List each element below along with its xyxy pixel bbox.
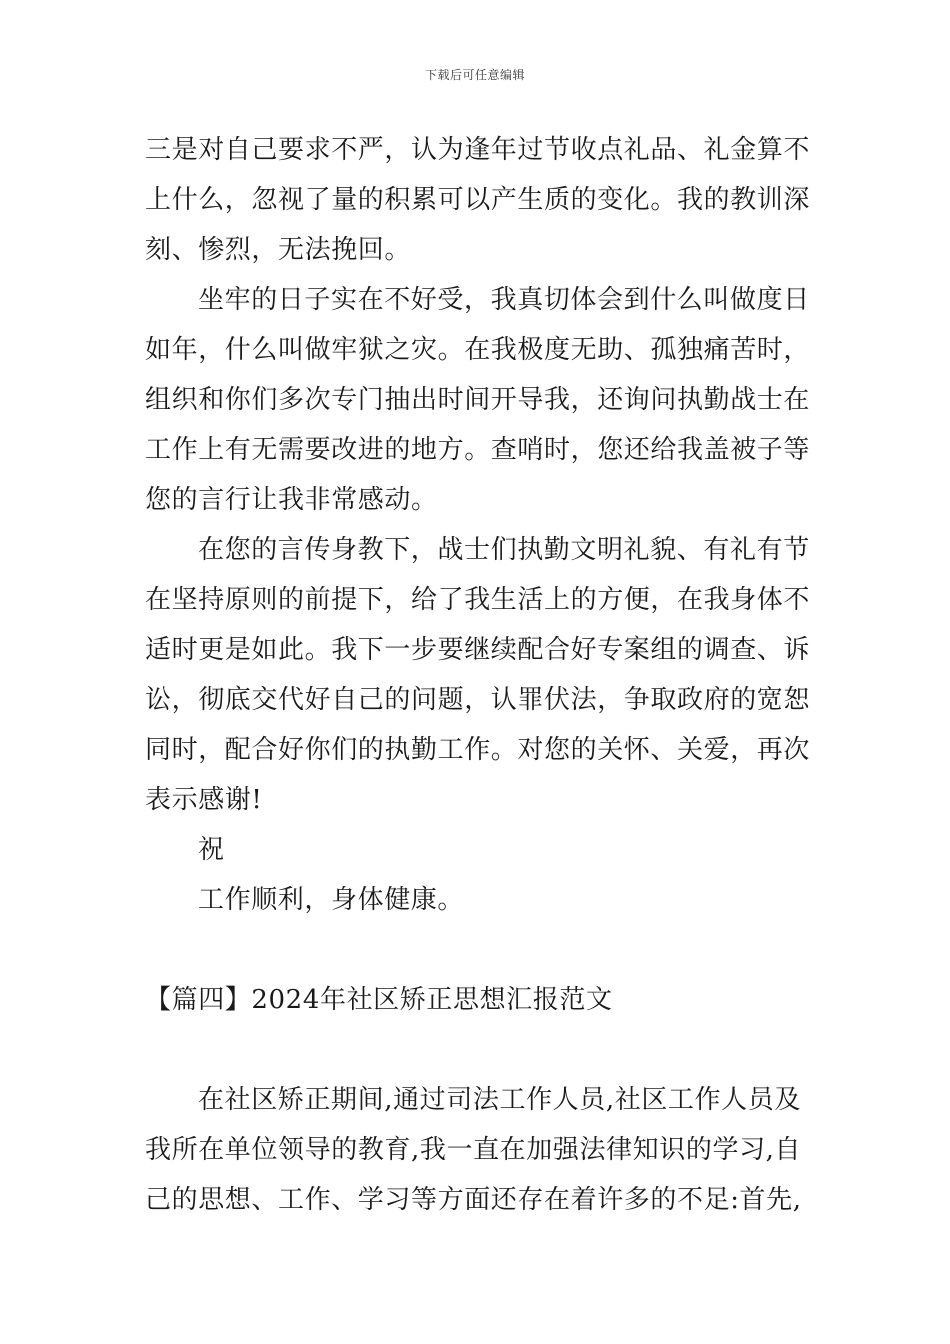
text-line: 工作上有无需要改进的地方。查哨时，您还给我盖被子等 — [145, 435, 811, 465]
text-line: 上什么，忽视了量的积累可以产生质的变化。我的教训深 — [145, 185, 811, 215]
text-line: 在坚持原则的前提下，给了我生活上的方便，在我身体不 — [145, 585, 811, 615]
text-line: 您的言行让我非常感动。 — [145, 485, 438, 515]
spacer — [145, 925, 810, 975]
text-line: 己的思想、工作、学习等方面还存在着许多的不足:首先, — [145, 1185, 802, 1215]
text-line: 组织和你们多次专门抽出时间开导我，还询问执勤战士在 — [145, 385, 811, 415]
closing-greeting: 祝 — [198, 835, 225, 865]
section-title: 【篇四】2024年社区矫正思想汇报范文 — [145, 985, 613, 1015]
document-body — [145, 125, 810, 1225]
spacer — [145, 1025, 810, 1075]
closing-wish: 工作顺利，身体健康。 — [198, 885, 465, 915]
text-line: 我所在单位领导的教育,我一直在加强法律知识的学习,自 — [145, 1135, 802, 1165]
paragraph-1 — [145, 125, 810, 275]
text-line: 三是对自己要求不严，认为逢年过节收点礼品、礼金算不 — [145, 135, 811, 165]
text-line: 适时更是如此。我下一步要继续配合好专案组的调查、诉 — [145, 635, 811, 665]
text-line: 讼，彻底交代好自己的问题，认罪伏法，争取政府的宽恕 — [145, 685, 811, 715]
closing — [145, 825, 810, 925]
text-line: 刻、惨烈，无法挽回。 — [145, 235, 412, 265]
text-line: 在您的言传身教下，战士们执勤文明礼貌、有礼有节 — [198, 535, 810, 565]
page-header: 下载后可任意编辑 — [424, 68, 525, 82]
text-line: 在社区矫正期间,通过司法工作人员,社区工作人员及 — [198, 1085, 801, 1115]
paragraph-2 — [145, 275, 810, 525]
text-line: 坐牢的日子实在不好受，我真切体会到什么叫做度日 — [198, 285, 810, 315]
paragraph-4 — [145, 1075, 810, 1225]
text-line: 表示感谢! — [145, 785, 263, 815]
text-line: 如年，什么叫做牢狱之灾。在我极度无助、孤独痛苦时， — [145, 335, 811, 365]
paragraph-3 — [145, 525, 810, 825]
text-line: 同时，配合好你们的执勤工作。对您的关怀、关爱，再次 — [145, 735, 811, 765]
